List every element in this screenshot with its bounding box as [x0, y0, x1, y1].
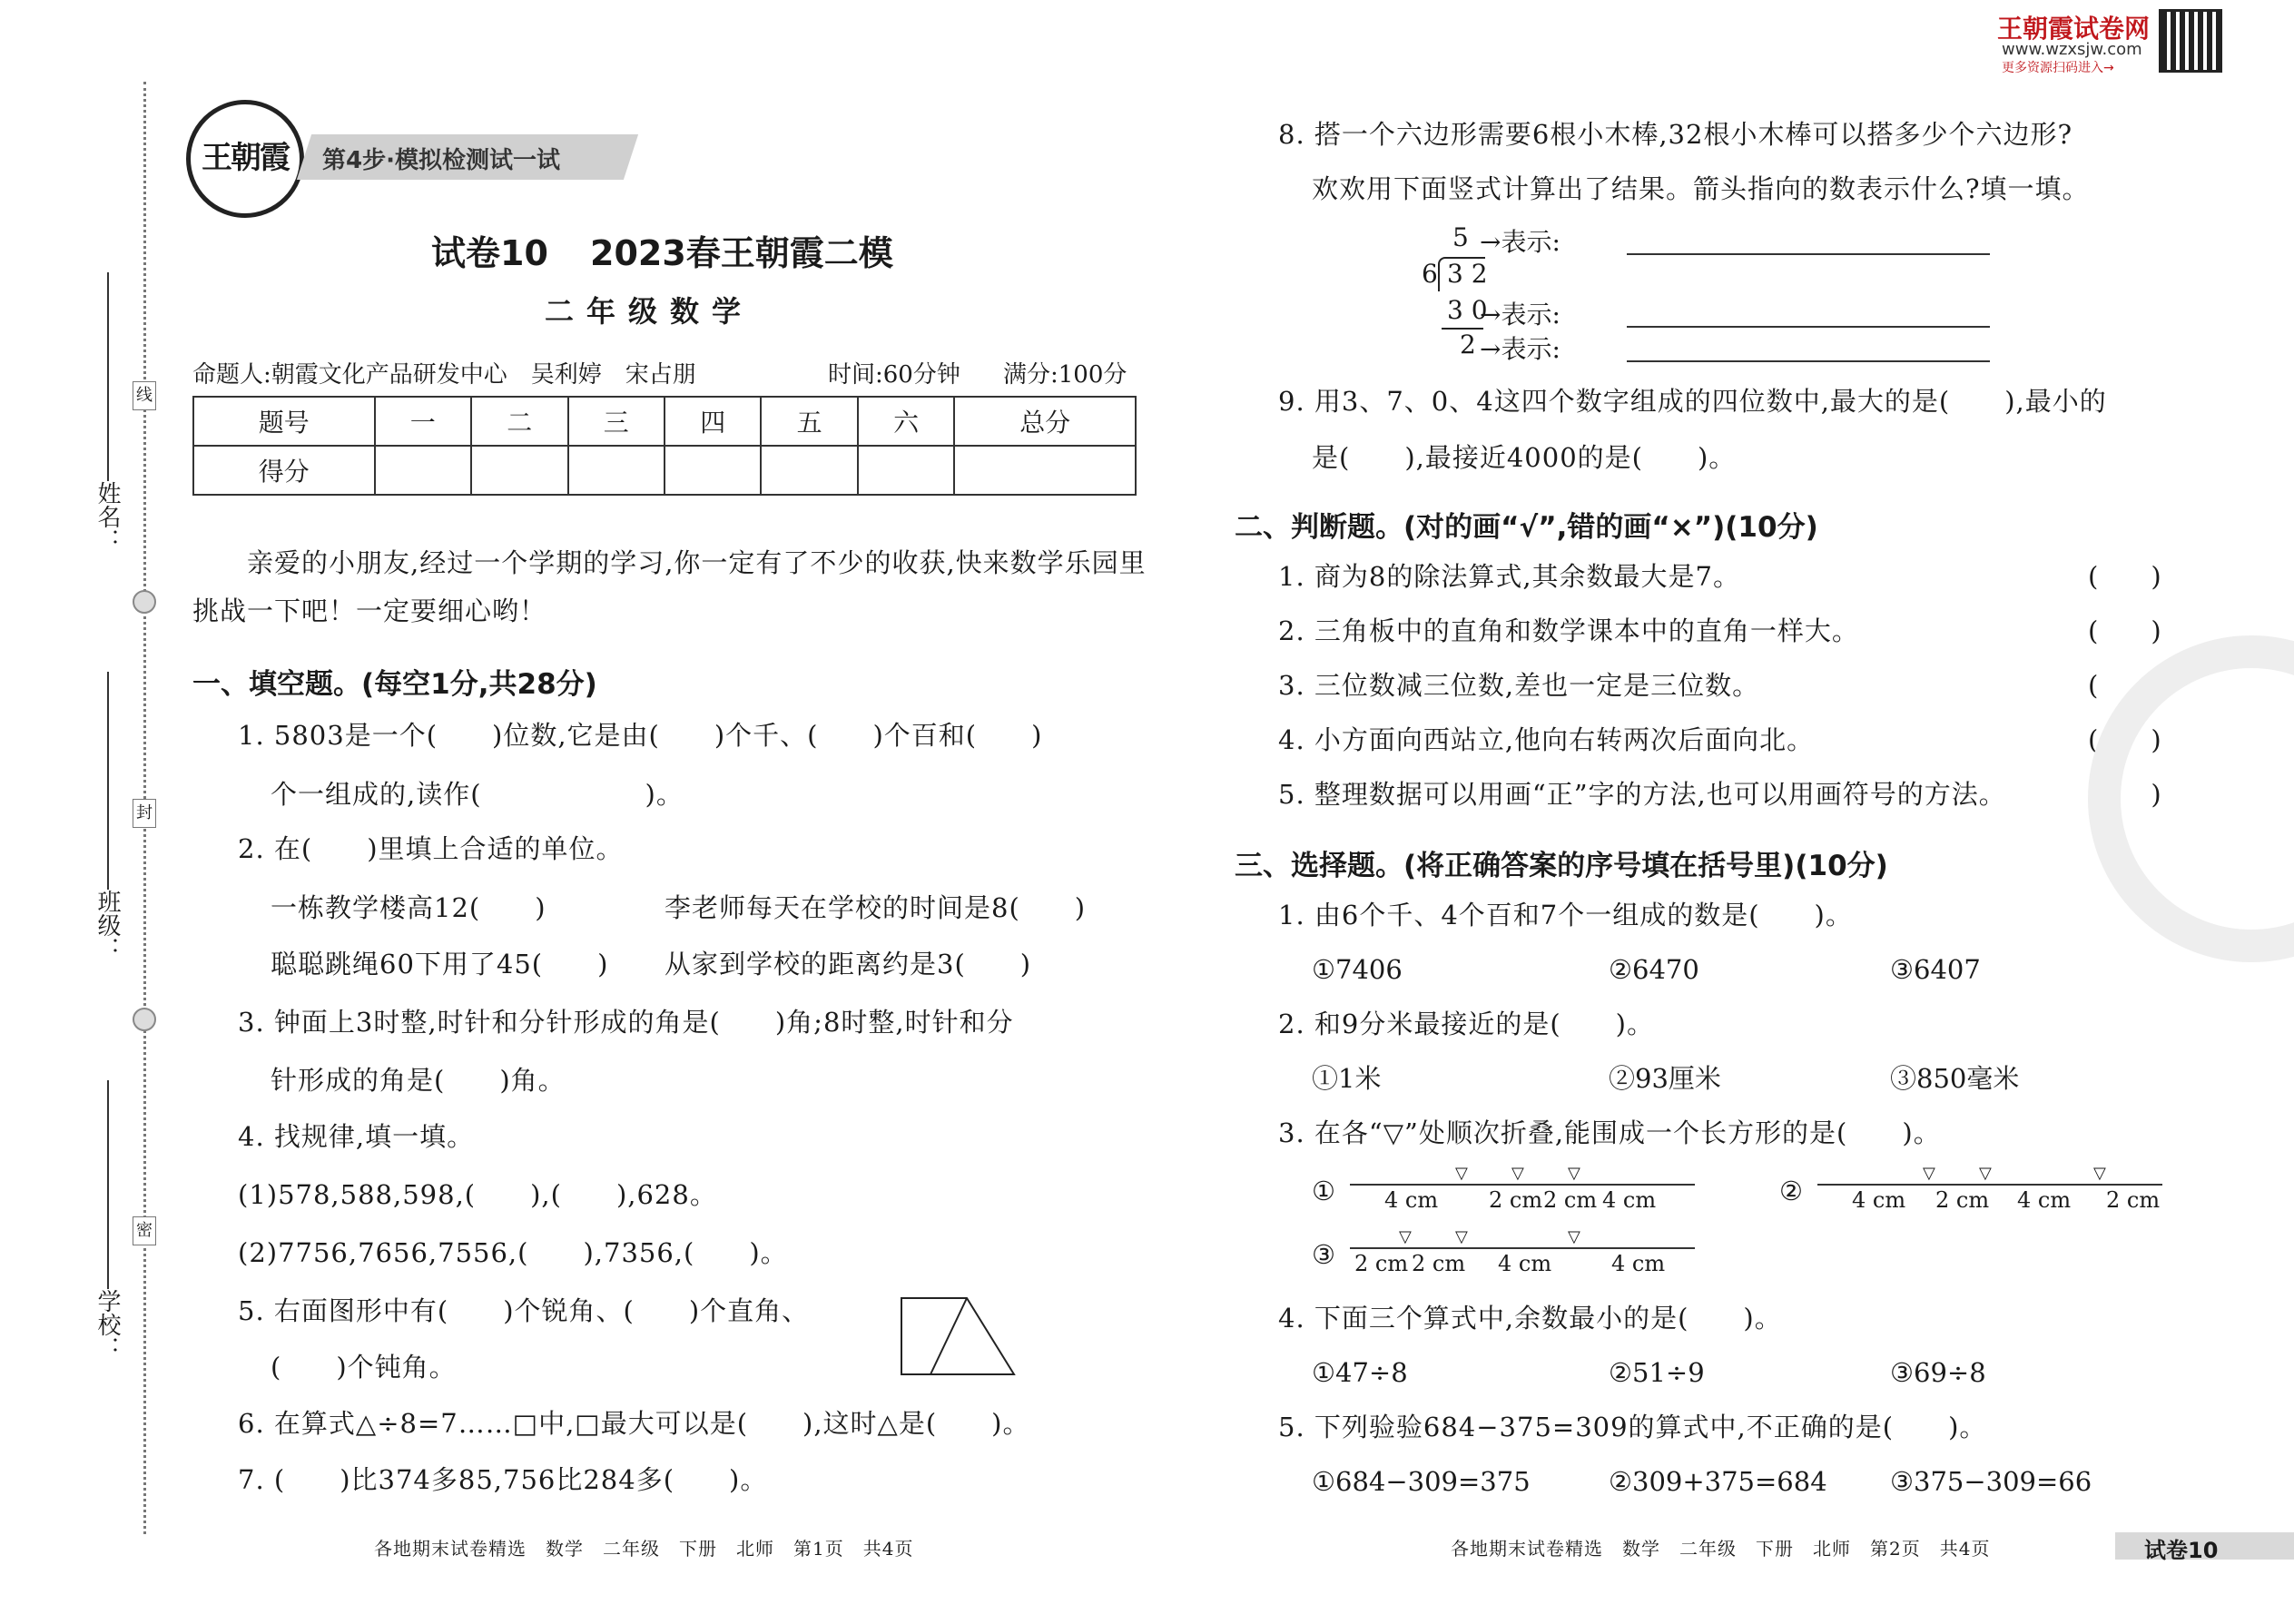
segment-length: 2 cm [1412, 1251, 1466, 1276]
choice-q2: 2. 和9分米最接近的是( )。 [1278, 1009, 1654, 1039]
q6-line: 6. 在算式△÷8=7……□中,□最大可以是( ),这时△是( )。 [238, 1408, 1030, 1439]
answer-line[interactable] [1627, 253, 1990, 255]
footer-badge: 试卷10 [2144, 1538, 2219, 1563]
table-cell: 得分 [193, 446, 375, 495]
score-input-cell[interactable] [954, 446, 1136, 495]
name-label: 姓名： [94, 481, 121, 552]
choice-option[interactable]: ③375−309=66 [1890, 1466, 2092, 1497]
choice-option[interactable]: ①7406 [1312, 954, 1403, 985]
school-label: 学校： [94, 1289, 121, 1360]
q8-line-a: 8. 搭一个六边形需要6根小木棒,32根小木棒可以搭多少个六边形? [1278, 119, 2073, 150]
section3-heading: 三、选择题。(将正确答案的序号填在括号里)(10分) [1235, 850, 1888, 882]
choice-option[interactable]: ③6407 [1890, 954, 1981, 985]
choice-option[interactable]: ②309+375=684 [1609, 1466, 1827, 1497]
table-cell: 六 [858, 397, 954, 446]
q2-item-c: 聪聪跳绳60下用了45( ) [271, 949, 609, 979]
choice-option[interactable]: ②51÷9 [1609, 1357, 1705, 1388]
name-underline [107, 272, 109, 481]
answer-paren[interactable]: ( ) [2088, 724, 2161, 755]
qr-code-icon[interactable] [2159, 9, 2222, 73]
choice-option[interactable]: ①684−309=375 [1312, 1466, 1531, 1497]
paper-subtitle: 二年级数学 [545, 294, 754, 329]
section2-heading: 二、判断题。(对的画“√”,错的画“×”)(10分) [1235, 511, 1818, 544]
choice-q1: 1. 由6个千、4个百和7个一组成的数是( )。 [1278, 900, 1853, 930]
div-quotient: 5 [1452, 222, 1469, 252]
fold-marker-icon: ▽ [1568, 1227, 1580, 1246]
choice-q5: 5. 下列验验684−375=309的算式中,不正确的是( )。 [1278, 1412, 1987, 1442]
choice-option[interactable]: ②6470 [1609, 954, 1699, 985]
school-underline [107, 1080, 109, 1289]
segment-label[interactable]: ① [1312, 1176, 1335, 1206]
score-table [192, 396, 1137, 496]
answer-paren[interactable]: ( ) [2088, 561, 2161, 592]
q3-line-b: 针形成的角是( )角。 [271, 1065, 566, 1096]
choice-q3: 3. 在各“▽”处顺次折叠,能围成一个长方形的是( )。 [1278, 1117, 1941, 1148]
brand-logo-text: 王朝霞 [202, 140, 289, 176]
score-table-score-row [193, 446, 1136, 495]
full-score: 满分:100分 [1003, 361, 1127, 389]
segment-length: 2 cm [1354, 1251, 1409, 1276]
q2-item-a: 一栋教学楼高12( ) [271, 892, 546, 923]
fold-marker-icon: ▽ [1399, 1227, 1412, 1246]
choice-option[interactable]: ③850毫米 [1890, 1063, 2020, 1094]
intro-line-2: 挑战一下吧！一定要细心哟！ [192, 595, 547, 626]
time-limit: 时间:60分钟 [828, 361, 960, 389]
segment-length: 4 cm [1384, 1187, 1439, 1213]
paper-title-prefix: 试卷10 [431, 233, 548, 273]
segment-line-3 [1350, 1247, 1695, 1249]
score-input-cell[interactable] [375, 446, 471, 495]
trapezoid-figure [894, 1291, 1021, 1382]
segment-length: 2 cm [1935, 1187, 1990, 1213]
arrow-label: →表示: [1480, 227, 1561, 257]
table-cell: 五 [761, 397, 857, 446]
table-cell: 总分 [954, 397, 1136, 446]
div-remainder: 2 [1460, 330, 1476, 359]
q1-line-a: 1. 5803是一个( )位数,它是由( )个千、( )个百和( ) [238, 720, 1043, 751]
seal-char-mi: 密 [133, 1216, 156, 1245]
q9-line-a: 9. 用3、7、0、4这四个数字组成的四位数中,最大的是( ),最小的 [1278, 386, 2107, 417]
answer-line[interactable] [1627, 326, 1990, 328]
section1-heading: 一、填空题。(每空1分,共28分) [192, 668, 597, 701]
site-tip: 更多资源扫码进入→ [2002, 61, 2114, 75]
div-product: 3 0 [1447, 295, 1488, 325]
long-division [1416, 222, 1961, 368]
class-label: 班级： [94, 890, 121, 960]
q4-item-1: (1)578,588,598,( ),( ),628。 [238, 1179, 717, 1210]
segment-length: 4 cm [1852, 1187, 1906, 1213]
footer-left: 各地期末试卷精选 数学 二年级 下册 北师 第1页 共4页 [374, 1538, 914, 1560]
judge-item: 5. 整理数据可以用画“正”字的方法,也可以用画符号的方法。 [1278, 779, 2006, 810]
fold-marker-icon: ▽ [1923, 1164, 1935, 1183]
q5-line-b: ( )个钝角。 [271, 1352, 457, 1383]
intro-line-1: 亲爱的小朋友,经过一个学期的学习,你一定有了不少的收获,快来数学乐园里 [247, 547, 1147, 578]
fold-marker-icon: ▽ [2093, 1164, 2106, 1183]
segment-length: 2 cm [2106, 1187, 2161, 1213]
seal-char-xian: 线 [133, 381, 156, 410]
q2-item-d: 从家到学校的距离约是3( ) [665, 949, 1032, 979]
arrow-label: →表示: [1480, 300, 1561, 330]
score-input-cell[interactable] [761, 446, 857, 495]
q2-line: 2. 在( )里填上合适的单位。 [238, 833, 624, 864]
answer-paren[interactable]: ( ) [2088, 670, 2161, 701]
q3-line-a: 3. 钟面上3时整,时针和分针形成的角是( )角;8时整,时针和分 [238, 1007, 1014, 1038]
q4-item-2: (2)7756,7656,7556,( ),7356,( )。 [238, 1237, 788, 1268]
binding-hole-icon [133, 590, 156, 614]
q2-item-b: 李老师每天在学校的时间是8( ) [665, 892, 1087, 923]
table-cell: 一 [375, 397, 471, 446]
judge-item: 4. 小方面向西站立,他向右转两次后面向北。 [1278, 724, 1815, 755]
segment-length: 4 cm [1498, 1251, 1552, 1276]
authors-line: 命题人:朝霞文化产品研发中心 吴利婷 宋占朋 [192, 361, 696, 389]
seal-char-feng: 封 [133, 799, 156, 828]
footer-right: 各地期末试卷精选 数学 二年级 下册 北师 第2页 共4页 [1451, 1538, 1991, 1560]
score-input-cell[interactable] [665, 446, 761, 495]
segment-line-1 [1350, 1184, 1695, 1186]
table-cell: 题号 [193, 397, 375, 446]
choice-option[interactable]: ①1米 [1312, 1063, 1382, 1094]
segment-label[interactable]: ② [1779, 1176, 1803, 1206]
div-dividend: 3 2 [1447, 259, 1488, 289]
brand-logo [186, 100, 304, 218]
judge-item: 3. 三位数减三位数,差也一定是三位数。 [1278, 670, 1760, 701]
segment-length: 4 cm [2017, 1187, 2072, 1213]
class-underline [107, 672, 109, 890]
q5-line-a: 5. 右面图形中有( )个锐角、( )个直角、 [238, 1295, 810, 1326]
score-input-cell[interactable] [471, 446, 567, 495]
segment-length: 4 cm [1611, 1251, 1666, 1276]
judge-item: 1. 商为8的除法算式,其余数最大是7。 [1278, 561, 1741, 592]
segment-length: 2 cm [1489, 1187, 1543, 1213]
site-url: www.wzxsjw.com [2002, 40, 2142, 59]
answer-paren[interactable]: ( ) [2088, 615, 2161, 646]
segment-label[interactable]: ③ [1312, 1239, 1335, 1270]
step-banner-text: 第4步·模拟检测试一试 [322, 147, 560, 174]
div-divisor: 6 [1422, 259, 1438, 289]
choice-option[interactable]: ①47÷8 [1312, 1357, 1408, 1388]
choice-option[interactable]: ②93厘米 [1609, 1063, 1721, 1094]
segment-length: 2 cm [1543, 1187, 1598, 1213]
q9-line-b: 是( ),最接近4000的是( )。 [1312, 442, 1737, 473]
fold-marker-icon: ▽ [1455, 1227, 1468, 1246]
answer-line[interactable] [1627, 360, 1990, 362]
q4-line: 4. 找规律,填一填。 [238, 1121, 475, 1152]
score-table-header-row [193, 397, 1136, 446]
binding-hole-icon [133, 1008, 156, 1031]
table-cell: 四 [665, 397, 761, 446]
fold-marker-icon: ▽ [1979, 1164, 1992, 1183]
score-input-cell[interactable] [858, 446, 954, 495]
q7-line: 7. ( )比374多85,756比284多( )。 [238, 1464, 768, 1495]
fold-marker-icon: ▽ [1455, 1164, 1468, 1183]
site-watermark: 王朝霞试卷网 [1997, 14, 2151, 44]
answer-paren[interactable]: ( ) [2088, 779, 2161, 810]
segment-length: 4 cm [1602, 1187, 1657, 1213]
judge-item: 2. 三角板中的直角和数学课本中的直角一样大。 [1278, 615, 1859, 646]
table-cell: 二 [471, 397, 567, 446]
arrow-label: →表示: [1480, 334, 1561, 364]
score-input-cell[interactable] [568, 446, 665, 495]
paper-title: 2023春王朝霞二模 [590, 233, 893, 273]
table-cell: 三 [568, 397, 665, 446]
segment-line-2 [1817, 1184, 2162, 1186]
fold-marker-icon: ▽ [1568, 1164, 1580, 1183]
q8-line-b: 欢欢用下面竖式计算出了结果。箭头指向的数表示什么?填一填。 [1312, 173, 2090, 204]
q1-line-b: 个一组成的,读作( )。 [271, 779, 684, 810]
fold-marker-icon: ▽ [1511, 1164, 1524, 1183]
choice-option[interactable]: ③69÷8 [1890, 1357, 1986, 1388]
choice-q4: 4. 下面三个算式中,余数最小的是( )。 [1278, 1303, 1782, 1334]
